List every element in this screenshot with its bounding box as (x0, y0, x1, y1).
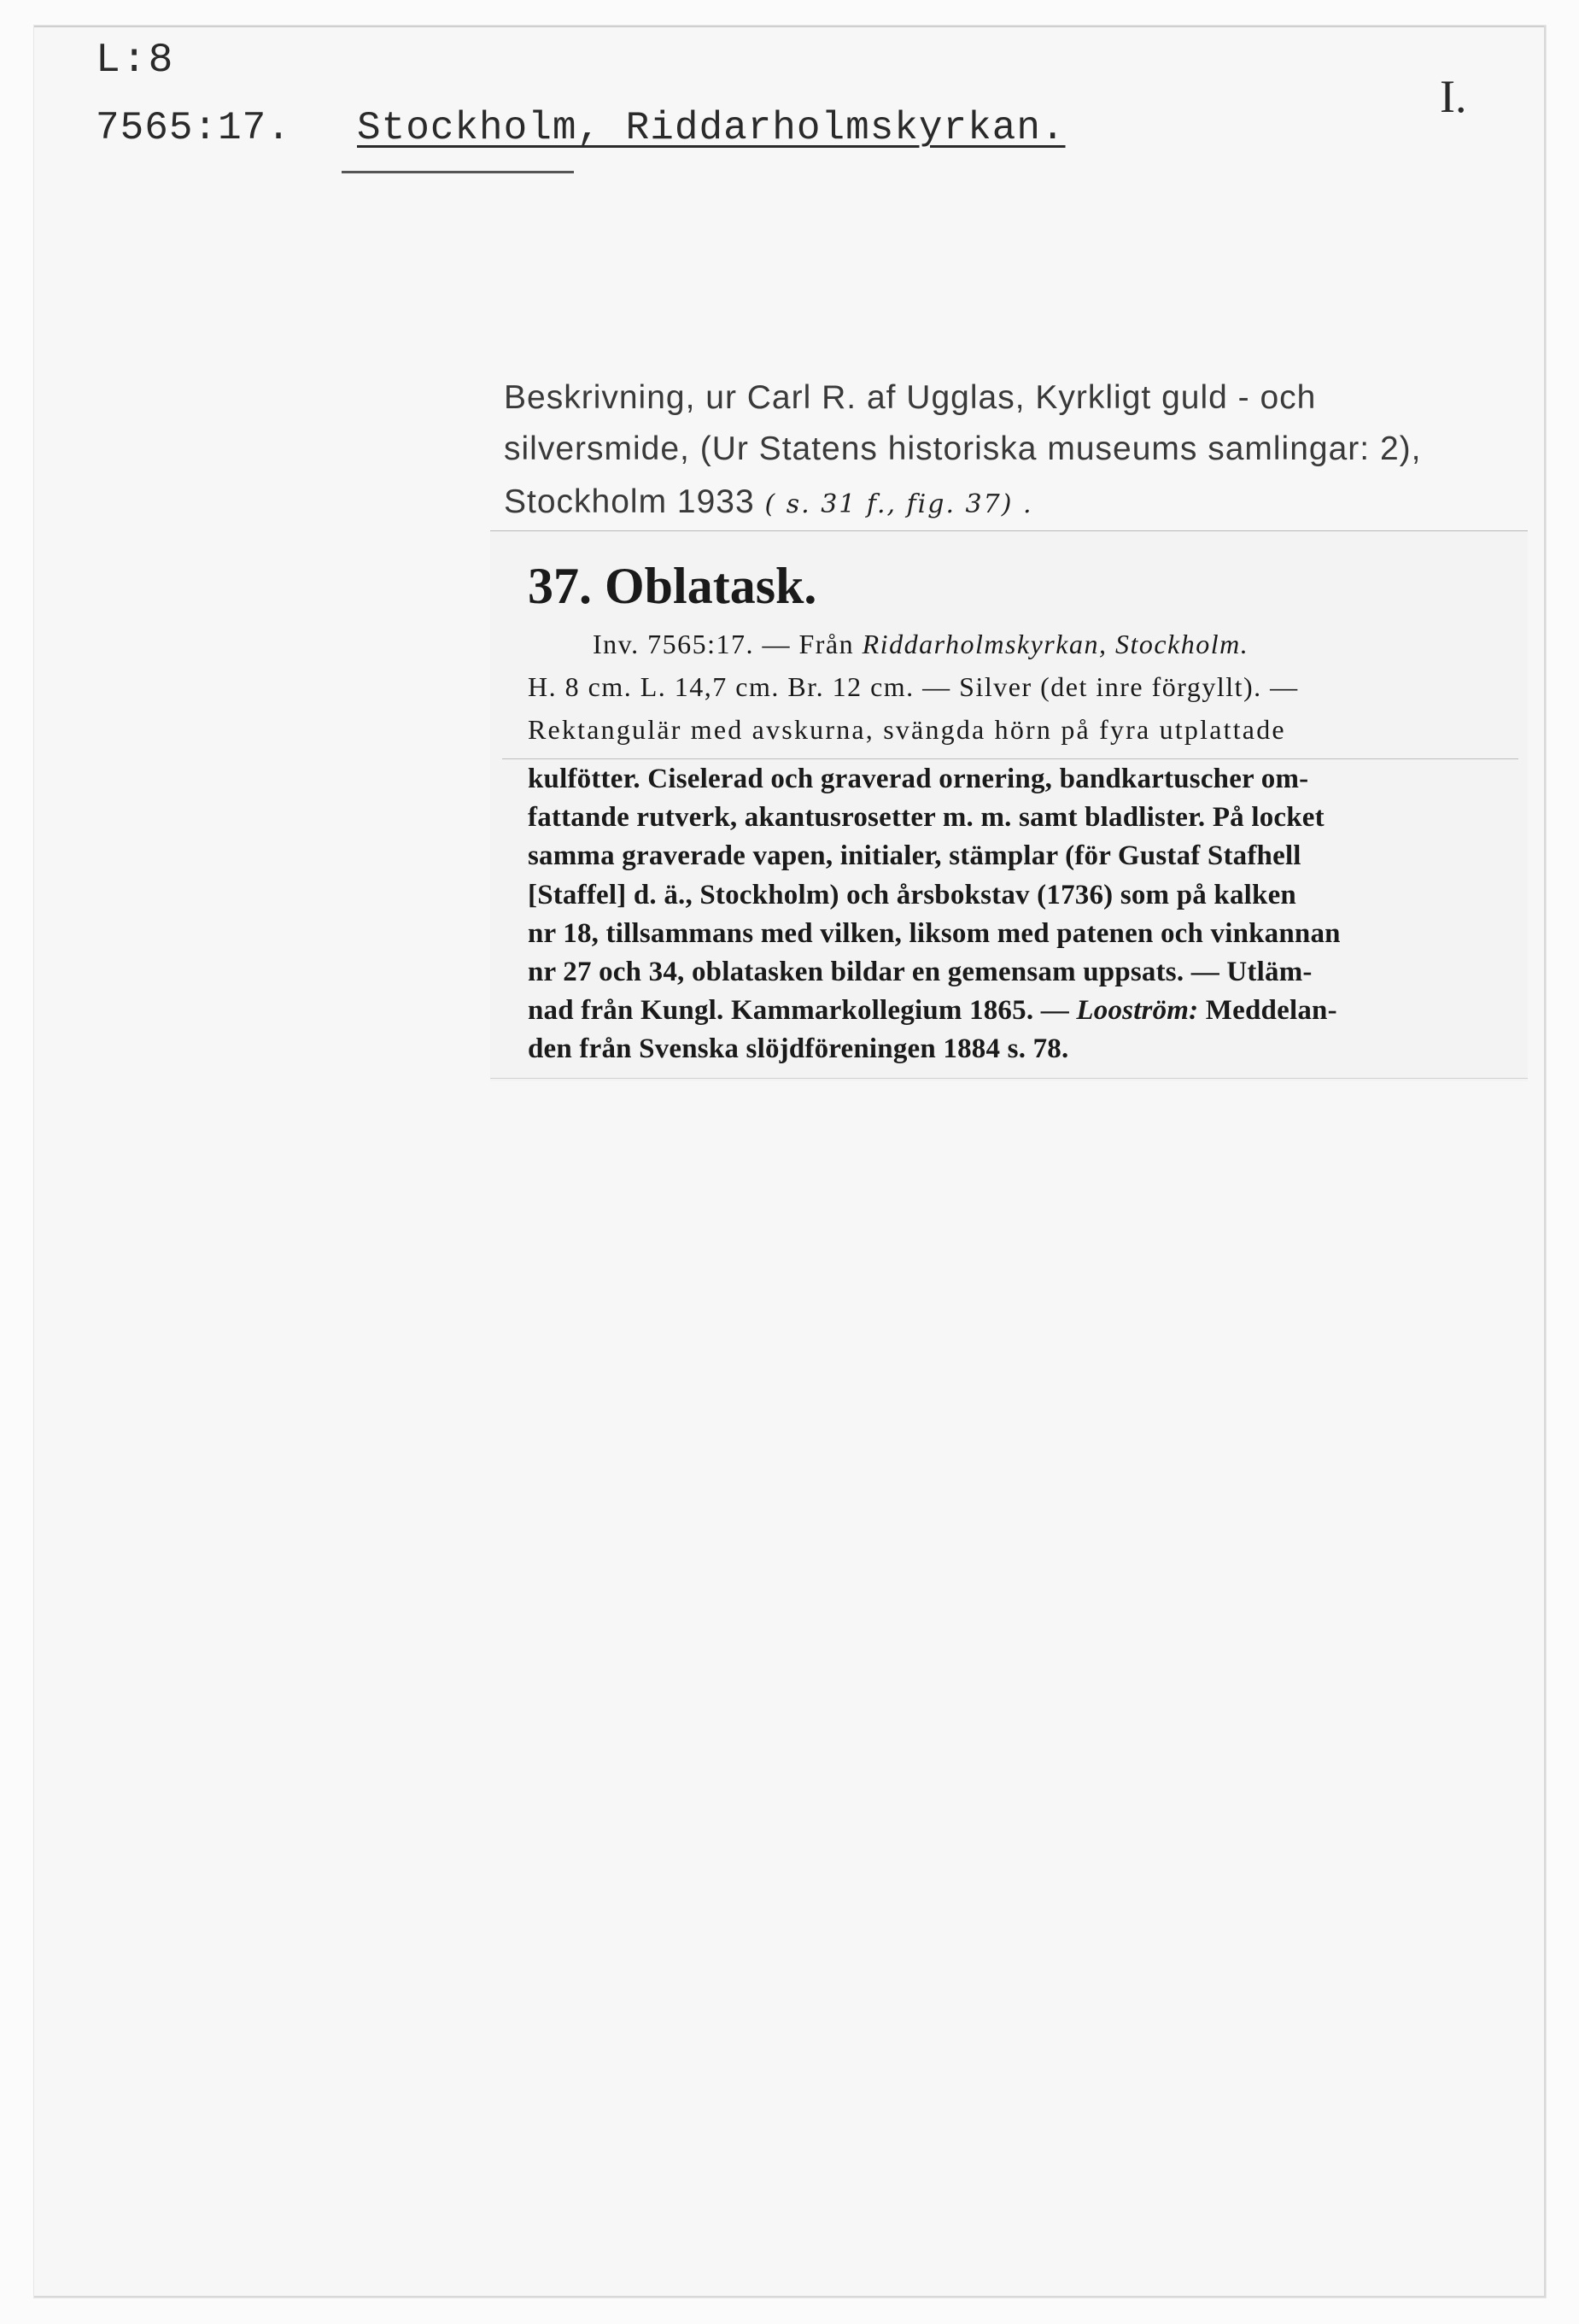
clipping-edge-top (490, 530, 1528, 531)
entry-inventory-line (593, 629, 1249, 660)
location-heading: Stockholm, Riddarholmskyrkan. (357, 106, 1066, 150)
entry-body-line: fattande rutverk, akantusrosetter m. m. samt bladlister. På locket (528, 802, 1325, 834)
clipping-edge-bottom (490, 1078, 1528, 1079)
entry-inventory-place: Riddarholmskyrkan, Stockholm. (862, 629, 1249, 659)
location-underline-rule (342, 171, 574, 173)
citation-author: Looström: (1076, 995, 1199, 1027)
catalog-mark: L:8 (96, 38, 175, 84)
card-edge-right (1544, 26, 1546, 2298)
catalog-card (34, 26, 1546, 2298)
inventory-number: 7565:17. (96, 106, 291, 150)
entry-body-line: [Staffel] d. ä., Stockholm) och årsbokstav (1736) som på kalken (528, 879, 1296, 910)
entry-body (528, 760, 1484, 1069)
source-line-2: silversmide, (Ur Statens historiska museums samlingar: 2), (504, 430, 1422, 467)
entry-body-text: nad från Kungl. Kammarkollegium 1865. — (528, 995, 1077, 1027)
source-year: Stockholm 1933 (504, 483, 755, 520)
entry-body-line: den från Svenska slöjdföreningen 1884 s. 78. (528, 1033, 1069, 1065)
entry-title: 37. Oblatask. (528, 558, 817, 614)
entry-inventory-prefix: Inv. 7565:17. — Från (593, 629, 863, 659)
entry-body-line: samma graverade vapen, initialer, stämplar (för Gustaf Stafhell (528, 840, 1301, 872)
source-line-3 (504, 483, 1033, 521)
source-line-1: Beskrivning, ur Carl R. af Ugglas, Kyrkligt guld - och (504, 379, 1317, 416)
entry-body-line: kulfötter. Ciselerad och graverad ornering, bandkartuscher om- (528, 764, 1309, 794)
sheet-number: I. (1440, 71, 1467, 122)
entry-body-line: nr 27 och 34, oblatasken bildar en gemensam uppsats. — Utläm- (528, 957, 1313, 988)
entry-body-line (528, 992, 1484, 1030)
clipping-splice-line (502, 758, 1518, 759)
entry-description-first-line: Rektangulär med avskurna, svängda hörn på fyra utplattade (528, 714, 1286, 745)
card-edge-bottom (34, 2296, 1546, 2298)
card-edge-top (34, 26, 1546, 27)
citation-tail: Meddelan- (1198, 995, 1337, 1027)
handwritten-page-reference: ( s. 31 f., fig. 37) . (764, 489, 1033, 519)
entry-dimensions: H. 8 cm. L. 14,7 cm. Br. 12 cm. — Silver (det inre förgyllt). — (528, 671, 1299, 702)
entry-body-line: nr 18, tillsammans med vilken, liksom med patenen och vinkannan (528, 917, 1341, 949)
